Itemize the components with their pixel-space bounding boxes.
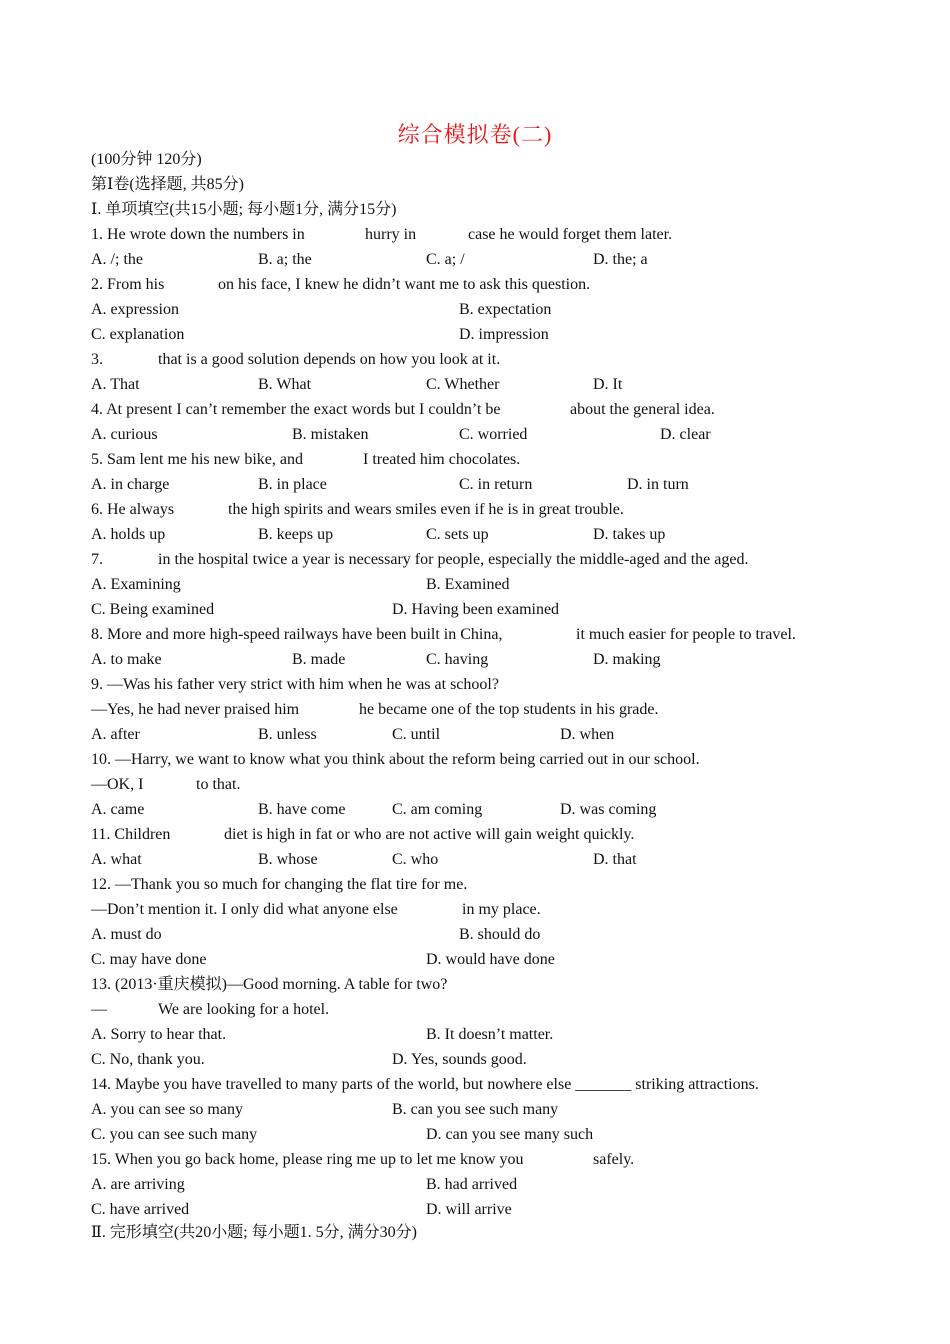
option: C. having [426, 651, 489, 668]
option: A. holds up [91, 526, 166, 543]
option: A. curious [91, 426, 158, 443]
question-9-stem: 9. —Was his father very strict with him when he was at school? [91, 676, 499, 693]
option: C. Whether [426, 376, 500, 393]
stem-part: the high spirits and wears smiles even if he is in great trouble. [228, 501, 624, 518]
option: B. had arrived [426, 1176, 518, 1193]
stem-part: I treated him chocolates. [363, 451, 521, 468]
option: A. came [91, 801, 145, 818]
option: C. sets up [426, 526, 489, 543]
question-14-stem: 14. Maybe you have travelled to many parts of the world, but nowhere else _______ striking attractions. [91, 1076, 759, 1093]
option: D. takes up [593, 526, 666, 543]
option: B. a; the [258, 251, 312, 268]
option: B. can you see such many [392, 1101, 559, 1118]
option: D. the; a [593, 251, 648, 268]
stem-part: on his face, I knew he didn’t want me to ask this question. [218, 276, 591, 293]
option: C. in return [459, 476, 533, 493]
option: D. that [593, 851, 637, 868]
option: A. expression [91, 301, 179, 318]
option: C. until [392, 726, 441, 743]
option: A. /; the [91, 251, 143, 268]
stem-part: that is a good solution depends on how you look at it. [158, 351, 501, 368]
stem-part: case he would forget them later. [468, 226, 673, 243]
option: D. clear [660, 426, 711, 443]
stem-part: 7. [91, 551, 103, 568]
option: D. would have done [426, 951, 555, 968]
stem-part: — [91, 1001, 107, 1018]
stem-part: 11. Children [91, 826, 171, 843]
stem-part: it much easier for people to travel. [576, 626, 796, 643]
option: C. a; / [426, 251, 465, 268]
option: B. made [292, 651, 346, 668]
stem-part: 1. He wrote down the numbers in [91, 226, 305, 243]
option: B. Examined [426, 576, 510, 593]
option: D. was coming [560, 801, 657, 818]
question-13-stem: 13. (2013·重庆模拟)—Good morning. A table for two? [91, 976, 448, 993]
option: A. Examining [91, 576, 181, 593]
part1-header: 第Ⅰ卷(选择题, 共85分) [91, 176, 244, 193]
option: B. keeps up [258, 526, 334, 543]
question-12-stem: 12. —Thank you so much for changing the flat tire for me. [91, 876, 468, 893]
option: D. can you see many such [426, 1126, 594, 1143]
option: B. in place [258, 476, 327, 493]
page-title: 综合模拟卷(二) [397, 122, 553, 147]
option: A. after [91, 726, 140, 743]
option: D. when [560, 726, 615, 743]
stem-part: he became one of the top students in his grade. [359, 701, 659, 718]
option: C. who [392, 851, 439, 868]
option: B. have come [258, 801, 346, 818]
option: C. you can see such many [91, 1126, 258, 1143]
stem-part: to that. [196, 776, 241, 793]
stem-part: 6. He always [91, 501, 175, 518]
option: B. unless [258, 726, 317, 743]
option: C. explanation [91, 326, 185, 343]
option: B. expectation [459, 301, 552, 318]
option: C. No, thank you. [91, 1051, 205, 1068]
option: A. you can see so many [91, 1101, 243, 1118]
option: A. That [91, 376, 140, 393]
stem-part: 5. Sam lent me his new bike, and [91, 451, 303, 468]
option: A. Sorry to hear that. [91, 1026, 227, 1043]
option: C. have arrived [91, 1201, 190, 1218]
stem-part: 15. When you go back home, please ring me up to let me know you [91, 1151, 524, 1168]
option: D. Having been examined [392, 601, 560, 618]
option: B. It doesn’t matter. [426, 1026, 554, 1043]
section1-header: Ⅰ. 单项填空(共15小题; 每小题1分, 满分15分) [91, 201, 397, 218]
option: B. whose [258, 851, 318, 868]
option: D. in turn [627, 476, 689, 493]
option: A. to make [91, 651, 162, 668]
option: C. am coming [392, 801, 483, 818]
option: D. making [593, 651, 661, 668]
option: C. worried [459, 426, 528, 443]
stem-part: about the general idea. [570, 401, 715, 418]
section2-header: Ⅱ. 完形填空(共20小题; 每小题1. 5分, 满分30分) [91, 1224, 417, 1241]
option: A. in charge [91, 476, 170, 493]
stem-part: diet is high in fat or who are not active will gain weight quickly. [224, 826, 635, 843]
stem-part: 4. At present I can’t remember the exact words but I couldn’t be [91, 401, 501, 418]
stem-part: safely. [593, 1151, 635, 1168]
option: C. Being examined [91, 601, 215, 618]
stem-part: —Yes, he had never praised him [91, 701, 300, 718]
option: B. mistaken [292, 426, 369, 443]
option: D. It [593, 376, 623, 393]
stem-part: in my place. [462, 901, 541, 918]
option: D. impression [459, 326, 549, 343]
stem-part: 3. [91, 351, 103, 368]
stem-part: We are looking for a hotel. [158, 1001, 330, 1018]
stem-part: 2. From his [91, 276, 165, 293]
stem-part: in the hospital twice a year is necessary for people, especially the middle-aged and the aged. [158, 551, 749, 568]
stem-part: —Don’t mention it. I only did what anyone else [91, 901, 398, 918]
option: A. are arriving [91, 1176, 185, 1193]
option: B. should do [459, 926, 541, 943]
time-score: (100分钟 120分) [91, 151, 202, 168]
question-10-stem: 10. —Harry, we want to know what you think about the reform being carried out in our school. [91, 751, 700, 768]
option: B. What [258, 376, 312, 393]
stem-part: —OK, I [91, 776, 144, 793]
option: D. Yes, sounds good. [392, 1051, 527, 1068]
option: A. what [91, 851, 142, 868]
option: A. must do [91, 926, 162, 943]
stem-part: hurry in [365, 226, 417, 243]
option: C. may have done [91, 951, 207, 968]
option: D. will arrive [426, 1201, 512, 1218]
stem-part: 8. More and more high-speed railways have been built in China, [91, 626, 503, 643]
